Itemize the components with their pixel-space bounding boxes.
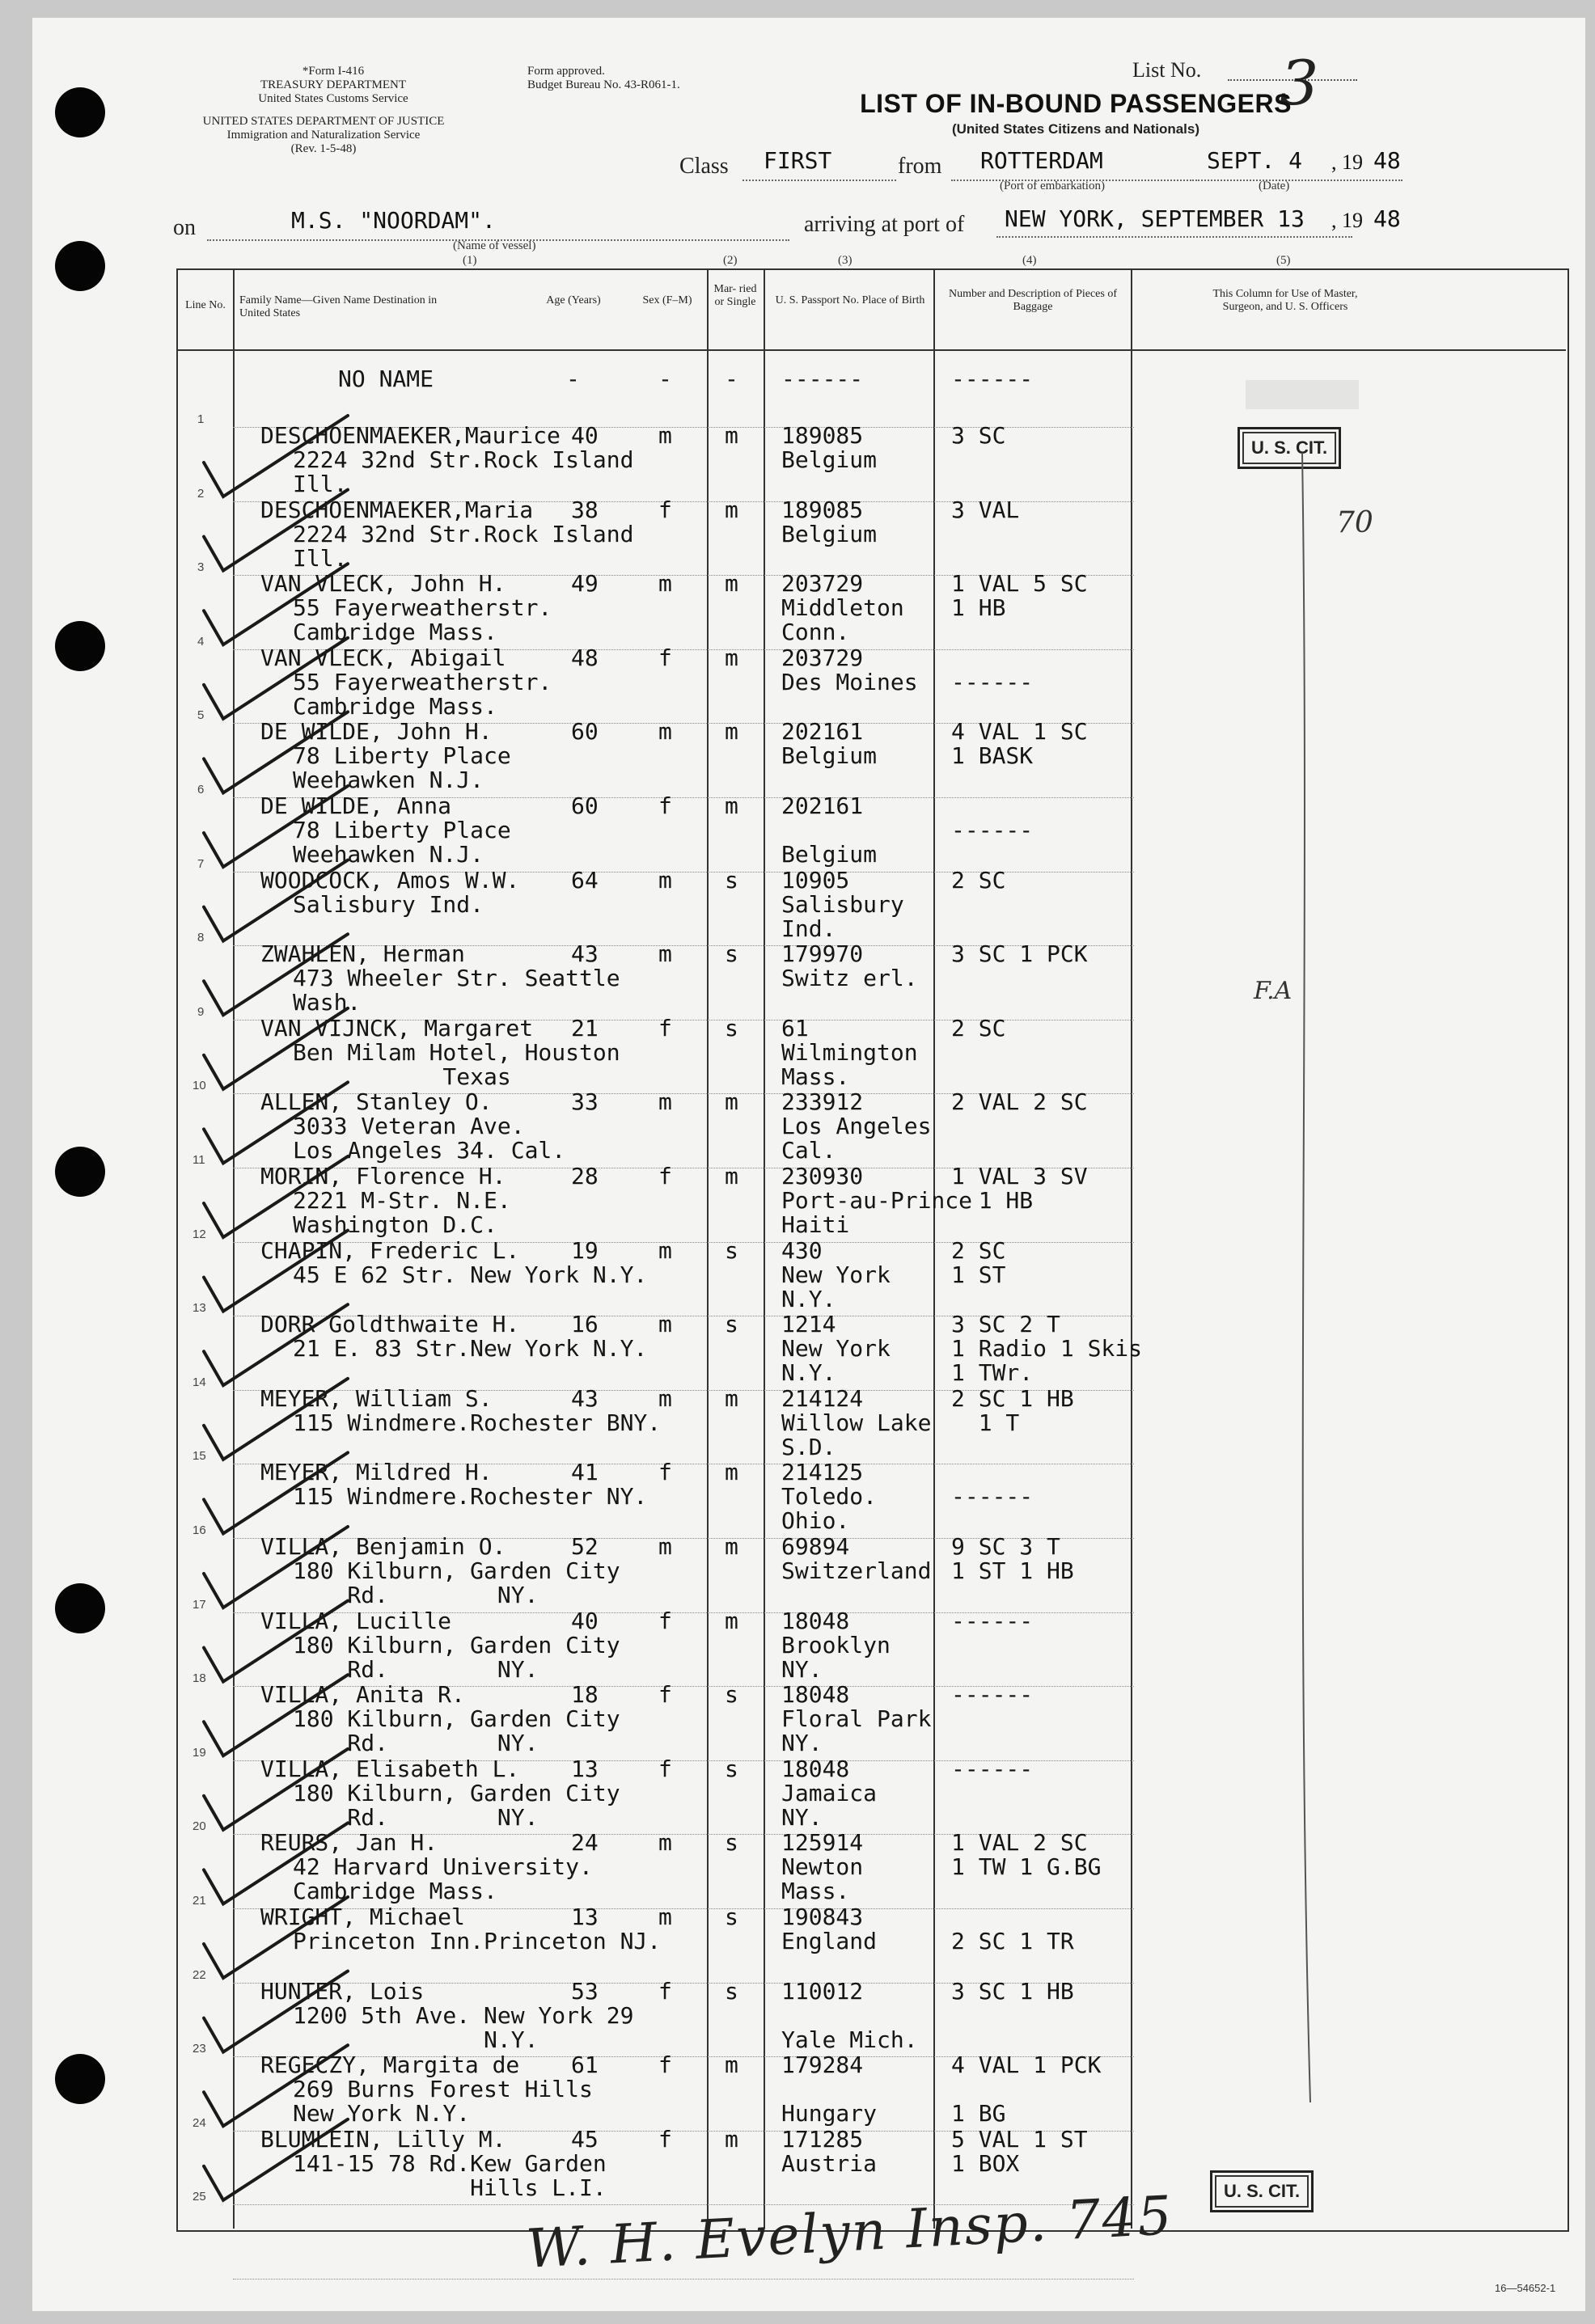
- passenger-marital: m: [725, 422, 738, 449]
- passenger-address: Ben Milam Hotel, Houston Texas: [293, 1038, 620, 1090]
- on-label: on: [173, 215, 196, 240]
- passenger-age: 61: [571, 2051, 599, 2079]
- page-subtitle: (United States Citizens and Nationals): [951, 121, 1200, 137]
- passenger-age: 64: [571, 866, 599, 894]
- passenger-passport: 10905 Salisbury Ind.: [781, 866, 904, 942]
- passenger-name: DESCHOENMAEKER,Maria: [260, 496, 534, 523]
- passenger-baggage: ------: [951, 1607, 1034, 1634]
- passenger-name: MEYER, William S.: [260, 1384, 493, 1412]
- department-label: UNITED STATES DEPARTMENT OF JUSTICE: [202, 115, 445, 128]
- punch-hole: [55, 1147, 105, 1197]
- passenger-passport: 202161 Belgium: [781, 718, 878, 770]
- passenger-baggage: 5 VAL 1 ST 1 BOX: [951, 2125, 1088, 2177]
- line-number: 11: [192, 1153, 205, 1167]
- ins-label: Immigration and Naturalization Service: [226, 129, 421, 142]
- arriving-dots: [996, 236, 1352, 238]
- revision-label: (Rev. 1-5-48): [290, 142, 357, 155]
- passenger-sex: m: [658, 1236, 672, 1264]
- line-number: 18: [192, 1671, 206, 1686]
- passenger-address: 2224 32nd Str.Rock Island Ill.: [293, 520, 634, 572]
- passenger-baggage: 2 SC 1 TR: [951, 1928, 1074, 1954]
- date-dots: [1195, 180, 1402, 181]
- passenger-address: 42 Harvard University. Cambridge Mass.: [293, 1853, 593, 1905]
- passenger-marital: m: [725, 792, 738, 819]
- date-value: SEPT. 4: [1207, 147, 1303, 174]
- passenger-name: VAN VLECK, John H.: [260, 570, 506, 598]
- passenger-name: REGECZY, Margita de: [260, 2051, 520, 2079]
- col-baggage: Number and Description of Pieces of Baggage: [949, 288, 1117, 313]
- passenger-age: 49: [571, 570, 599, 598]
- passenger-name: BLUMLEIN, Lilly M.: [260, 2125, 506, 2153]
- passenger-passport: 230930 Port-au-Prince Haiti: [781, 1163, 973, 1238]
- line-number: 8: [197, 931, 205, 945]
- col2-note: (2): [723, 254, 738, 267]
- passenger-passport: 1214 New York N.Y.: [781, 1311, 891, 1387]
- passenger-sex: f: [658, 1977, 672, 2005]
- line-number: 10: [192, 1079, 206, 1093]
- passenger-sex: m: [658, 940, 672, 968]
- passenger-address: 473 Wheeler Str. Seattle Wash.: [293, 965, 620, 1016]
- passenger-marital: m: [725, 718, 738, 746]
- passenger-address: Princeton Inn.Princeton NJ.: [293, 1928, 662, 1954]
- passenger-age: 18: [571, 1681, 599, 1709]
- passenger-marital: s: [725, 1755, 738, 1782]
- budget-bureau-line: Budget Bureau No. 43-R061-1.: [527, 78, 680, 91]
- passenger-sex: f: [658, 1681, 672, 1709]
- passenger-passport: 190843 England: [781, 1904, 878, 1954]
- no-name-label: NO NAME: [338, 366, 434, 392]
- vessel-note: (Name of vessel): [453, 239, 536, 252]
- passenger-baggage: 2 VAL 2 SC: [951, 1088, 1088, 1116]
- passenger-address: 55 Fayerweatherstr. Cambridge Mass.: [293, 594, 552, 646]
- passenger-passport: 18048 Brooklyn NY.: [781, 1607, 891, 1683]
- page-title: LIST OF IN-BOUND PASSENGERS: [860, 89, 1292, 118]
- line-number: 20: [192, 1819, 206, 1834]
- passenger-marital: m: [725, 1384, 738, 1412]
- port-note: (Port of embarkation): [1000, 180, 1105, 192]
- passenger-sex: f: [658, 644, 672, 671]
- passenger-age: 13: [571, 1755, 599, 1782]
- arriving-label: arriving at port of: [804, 212, 965, 237]
- passenger-baggage: 3 SC 1 HB: [951, 1977, 1074, 2005]
- passenger-passport: 18048 Floral Park NY.: [781, 1681, 932, 1757]
- passenger-age: 41: [571, 1459, 599, 1486]
- passenger-sex: m: [658, 422, 672, 449]
- line-number: 6: [197, 783, 205, 796]
- passenger-age: 28: [571, 1163, 599, 1189]
- passenger-address: 45 E 62 Str. New York N.Y.: [293, 1261, 648, 1288]
- line-number: 21: [192, 1894, 206, 1908]
- punch-hole: [55, 621, 105, 671]
- treasury-label: TREASURY DEPARTMENT: [260, 78, 407, 91]
- passenger-passport: 202161 Belgium: [781, 792, 878, 868]
- passenger-passport: 18048 Jamaica NY.: [781, 1755, 878, 1831]
- col-divider: [233, 268, 235, 2229]
- col-passport: U. S. Passport No. Place of Birth: [775, 294, 925, 306]
- passenger-marital: s: [725, 1829, 738, 1857]
- col-divider: [764, 268, 765, 2229]
- line-number: 24: [192, 2115, 206, 2130]
- passenger-baggage: 9 SC 3 T 1 ST 1 HB: [951, 1533, 1074, 1584]
- passenger-baggage: 1 VAL 5 SC 1 HB: [951, 570, 1088, 622]
- passenger-address: 180 Kilburn, Garden City Rd. NY.: [293, 1631, 620, 1683]
- passenger-age: 45: [571, 2125, 599, 2153]
- inspector-signature: W. H. Evelyn Insp. 745: [524, 2184, 1175, 2280]
- no-name-passport: ------: [781, 366, 864, 392]
- line-number: 13: [192, 1301, 206, 1316]
- passenger-age: 13: [571, 1904, 599, 1930]
- passenger-address: 180 Kilburn, Garden City Rd. NY.: [293, 1779, 620, 1831]
- passenger-passport: 179284 Hungary: [781, 2051, 878, 2128]
- form-number-label: *Form I-416: [302, 65, 365, 78]
- passenger-age: 43: [571, 940, 599, 968]
- passenger-age: 38: [571, 496, 599, 523]
- passenger-marital: m: [725, 644, 738, 671]
- col-line-no: Line No.: [185, 299, 226, 311]
- passenger-name: DE WILDE, Anna: [260, 792, 452, 819]
- passenger-age: 52: [571, 1533, 599, 1560]
- passenger-sex: m: [658, 718, 672, 746]
- passenger-address: 2221 M-Str. N.E. Washington D.C.: [293, 1187, 511, 1238]
- passenger-address: 269 Burns Forest Hills New York N.Y.: [293, 2076, 593, 2128]
- line-number: 2: [197, 486, 205, 501]
- line-number: 1: [197, 412, 205, 426]
- no-name-sex: -: [658, 366, 672, 392]
- class-label: Class: [679, 154, 729, 179]
- passenger-marital: m: [725, 2051, 738, 2079]
- passenger-sex: f: [658, 1755, 672, 1782]
- passenger-marital: m: [725, 1533, 738, 1560]
- arriving-year: 48: [1373, 205, 1401, 232]
- col-age: Age (Years): [546, 294, 601, 306]
- passenger-baggage: 3 SC 2 T 1 Radio 1 Skis 1 TWr.: [951, 1311, 1143, 1387]
- passenger-name: DE WILDE, John H.: [260, 718, 493, 746]
- passenger-passport: 125914 Newton Mass.: [781, 1829, 864, 1905]
- passenger-age: 21: [571, 1014, 599, 1042]
- col3-note: (3): [838, 254, 852, 267]
- passenger-marital: s: [725, 1977, 738, 2005]
- passenger-passport: 189085 Belgium: [781, 496, 878, 547]
- passenger-sex: f: [658, 792, 672, 819]
- passenger-sex: m: [658, 866, 672, 894]
- passenger-baggage: 3 SC: [951, 422, 1006, 449]
- passenger-passport: 61 Wilmington Mass.: [781, 1014, 918, 1090]
- form-approved-line: Form approved.: [527, 65, 605, 78]
- passenger-sex: m: [658, 1533, 672, 1560]
- col5-note: (5): [1276, 254, 1291, 267]
- passenger-baggage: 4 VAL 1 PCK 1 BG: [951, 2051, 1102, 2128]
- passenger-baggage: 1 VAL 3 SV 1 HB: [951, 1163, 1088, 1214]
- passenger-marital: s: [725, 1681, 738, 1709]
- passenger-baggage: 2 SC 1 HB 1 T: [951, 1384, 1074, 1436]
- line-number: 3: [197, 560, 205, 575]
- passenger-address: 78 Liberty Place Weehawken N.J.: [293, 742, 511, 794]
- col-officers: This Column for Use of Master, Surgeon, and U. S. Officers: [1212, 288, 1358, 313]
- punch-hole: [55, 2054, 105, 2104]
- passenger-name: HUNTER, Lois: [260, 1977, 425, 2005]
- passenger-name: VILLA, Anita R.: [260, 1681, 465, 1709]
- header-rule: [176, 349, 1566, 351]
- punch-hole: [55, 87, 105, 137]
- passenger-address: 55 Fayerweatherstr. Cambridge Mass.: [293, 668, 552, 720]
- passenger-baggage: 2 SC: [951, 866, 1006, 894]
- passenger-passport: 189085 Belgium: [781, 422, 878, 473]
- arriving-year-prefix: , 19: [1331, 209, 1363, 232]
- passenger-name: REURS, Jan H.: [260, 1829, 438, 1857]
- passenger-passport: 203729 Middleton Conn.: [781, 570, 904, 646]
- passenger-marital: s: [725, 866, 738, 894]
- passenger-sex: f: [658, 496, 672, 523]
- passenger-marital: s: [725, 1014, 738, 1042]
- passenger-name: VILLA, Benjamin O.: [260, 1533, 506, 1560]
- passenger-baggage: ------: [951, 668, 1034, 695]
- col-divider: [933, 268, 935, 2229]
- col-name: Family Name—Given Name Destination in United States: [239, 294, 438, 319]
- line-number: 15: [192, 1449, 206, 1464]
- passenger-marital: s: [725, 1236, 738, 1264]
- passenger-address: 115 Windmere.Rochester NY.: [293, 1483, 648, 1511]
- passenger-name: ALLEN, Stanley O.: [260, 1088, 493, 1116]
- passenger-baggage: 3 VAL: [951, 496, 1020, 523]
- passenger-sex: m: [658, 570, 672, 598]
- passenger-age: 16: [571, 1311, 599, 1338]
- passenger-address: 141-15 78 Rd.Kew Garden Hills L.I.: [293, 2149, 607, 2201]
- from-label: from: [898, 154, 942, 179]
- arriving-value: NEW YORK, SEPTEMBER 13: [1005, 205, 1305, 232]
- passenger-sex: f: [658, 1163, 672, 1189]
- col-married: Mar- ried or Single: [713, 283, 757, 308]
- form-block: [212, 65, 455, 106]
- passenger-baggage: ------: [951, 1681, 1034, 1709]
- faded-stamp: [1246, 380, 1359, 409]
- passenger-marital: m: [725, 1459, 738, 1486]
- list-no-label: List No.: [1132, 58, 1202, 82]
- us-cit-stamp-bottom: U. S. CIT.: [1210, 2170, 1314, 2212]
- date-note: (Date): [1259, 180, 1290, 192]
- passenger-passport: 69894 Switzerland: [781, 1533, 932, 1584]
- passenger-marital: m: [725, 496, 738, 523]
- passenger-sex: m: [658, 1088, 672, 1116]
- passenger-sex: f: [658, 1459, 672, 1486]
- passenger-name: DORR Goldthwaite H.: [260, 1311, 520, 1338]
- line-number: 22: [192, 1967, 206, 1982]
- passenger-sex: m: [658, 1904, 672, 1930]
- class-dots: [742, 180, 896, 181]
- col-divider: [1131, 268, 1132, 2229]
- no-name-married: -: [725, 366, 738, 392]
- passenger-passport: 179970 Switz erl.: [781, 940, 918, 992]
- passenger-passport: 233912 Los Angeles Cal.: [781, 1088, 932, 1164]
- passenger-marital: s: [725, 1311, 738, 1338]
- department-block: [170, 115, 477, 156]
- passenger-age: 24: [571, 1829, 599, 1857]
- passenger-age: 60: [571, 792, 599, 819]
- punch-hole: [55, 241, 105, 291]
- passenger-name: VAN VIJNCK, Margaret: [260, 1014, 534, 1042]
- passenger-marital: m: [725, 2125, 738, 2153]
- passenger-age: 53: [571, 1977, 599, 2005]
- row-divider: [233, 2279, 1134, 2280]
- passenger-age: 60: [571, 718, 599, 746]
- passenger-baggage: 1 VAL 2 SC 1 TW 1 G.BG: [951, 1829, 1102, 1881]
- passenger-baggage: 4 VAL 1 SC 1 BASK: [951, 718, 1088, 770]
- passenger-sex: m: [658, 1311, 672, 1338]
- passenger-address: 2224 32nd Str.Rock Island Ill.: [293, 446, 634, 497]
- passenger-marital: s: [725, 1904, 738, 1930]
- passenger-name: CHAPIN, Frederic L.: [260, 1236, 520, 1264]
- passenger-marital: m: [725, 570, 738, 598]
- line-number: 25: [192, 2190, 206, 2204]
- line-number: 16: [192, 1523, 206, 1537]
- passenger-age: 43: [571, 1384, 599, 1412]
- margin-count: 70: [1336, 506, 1373, 539]
- passenger-marital: m: [725, 1163, 738, 1189]
- passenger-name: MORIN, Florence H.: [260, 1163, 506, 1189]
- passenger-name: DESCHOENMAEKER,Maurice: [260, 422, 561, 449]
- passenger-age: 40: [571, 422, 599, 449]
- passenger-sex: f: [658, 2125, 672, 2153]
- passenger-age: 19: [571, 1236, 599, 1264]
- col1-note: (1): [463, 254, 477, 267]
- passenger-age: 48: [571, 644, 599, 671]
- vessel-name: M.S. "NOORDAM".: [291, 207, 496, 234]
- line-number: 12: [192, 1227, 206, 1241]
- passenger-passport: 214124 Willow Lake S.D.: [781, 1384, 932, 1460]
- line-number: 19: [192, 1745, 206, 1760]
- passenger-sex: f: [658, 2051, 672, 2079]
- punch-hole: [55, 1583, 105, 1633]
- passenger-sex: m: [658, 1829, 672, 1857]
- passenger-age: 33: [571, 1088, 599, 1116]
- passenger-passport: 214125 Toledo. Ohio.: [781, 1459, 878, 1535]
- passenger-marital: s: [725, 940, 738, 968]
- passenger-baggage: ------: [951, 1755, 1034, 1782]
- passenger-passport: 171285 Austria: [781, 2125, 878, 2177]
- from-value: ROTTERDAM: [980, 147, 1103, 174]
- col-sex: Sex (F–M): [642, 294, 692, 306]
- no-name-age: -: [566, 366, 580, 392]
- passenger-address: 78 Liberty Place Weehawken N.J.: [293, 817, 511, 868]
- passenger-marital: m: [725, 1607, 738, 1634]
- passenger-address: Salisbury Ind.: [293, 890, 484, 918]
- passenger-address: 3033 Veteran Ave. Los Angeles 34. Cal.: [293, 1113, 566, 1164]
- passenger-sex: f: [658, 1014, 672, 1042]
- line-number: 23: [192, 2042, 206, 2056]
- passenger-marital: m: [725, 1088, 738, 1116]
- line-number: 7: [197, 856, 205, 871]
- passenger-name: VAN VLECK, Abigail: [260, 644, 506, 671]
- passenger-name: ZWAHLEN, Herman: [260, 940, 465, 968]
- passenger-sex: f: [658, 1607, 672, 1634]
- passenger-passport: 110012 Yale Mich.: [781, 1977, 918, 2053]
- date-year-prefix: , 19: [1331, 150, 1363, 174]
- line-number: 17: [192, 1597, 206, 1612]
- col-divider: [707, 268, 709, 2229]
- passenger-address: 21 E. 83 Str.New York N.Y.: [293, 1335, 648, 1363]
- passenger-sex: m: [658, 1384, 672, 1412]
- passenger-name: WRIGHT, Michael: [260, 1904, 465, 1930]
- passenger-address: 115 Windmere.Rochester BNY.: [293, 1409, 662, 1436]
- no-name-baggage: ------: [951, 366, 1034, 392]
- customs-label: United States Customs Service: [258, 92, 408, 105]
- passenger-baggage: 2 SC: [951, 1014, 1006, 1042]
- passenger-name: MEYER, Mildred H.: [260, 1459, 493, 1486]
- passenger-address: 180 Kilburn, Garden City Rd. NY.: [293, 1557, 620, 1608]
- list-no-value: 3: [1280, 47, 1319, 119]
- passenger-address: 1200 5th Ave. New York 29 N.Y.: [293, 2001, 634, 2053]
- date-year: 48: [1373, 147, 1401, 174]
- passenger-name: VILLA, Elisabeth L.: [260, 1755, 520, 1782]
- form-approved: [527, 65, 680, 92]
- us-cit-stamp: U. S. CIT.: [1238, 427, 1341, 469]
- line-number: 9: [197, 1004, 205, 1019]
- passenger-baggage: ------: [951, 1483, 1034, 1511]
- passenger-baggage: 2 SC 1 ST: [951, 1236, 1006, 1288]
- passenger-baggage: ------: [951, 817, 1034, 843]
- passenger-age: 40: [571, 1607, 599, 1634]
- passenger-passport: 430 New York N.Y.: [781, 1236, 891, 1312]
- passenger-name: WOODCOCK, Amos W.W.: [260, 866, 520, 894]
- passenger-baggage: 3 SC 1 PCK: [951, 940, 1088, 968]
- class-value: FIRST: [764, 147, 832, 174]
- passenger-passport: 203729 Des Moines: [781, 644, 918, 695]
- margin-mark: F.A: [1254, 977, 1292, 1005]
- line-number: 14: [192, 1375, 206, 1389]
- passenger-name: VILLA, Lucille: [260, 1607, 452, 1634]
- line-number: 4: [197, 634, 205, 649]
- passenger-address: 180 Kilburn, Garden City Rd. NY.: [293, 1705, 620, 1757]
- col4-note: (4): [1022, 254, 1037, 267]
- line-number: 5: [197, 708, 205, 723]
- form-number: 16—54652-1: [1495, 2282, 1556, 2294]
